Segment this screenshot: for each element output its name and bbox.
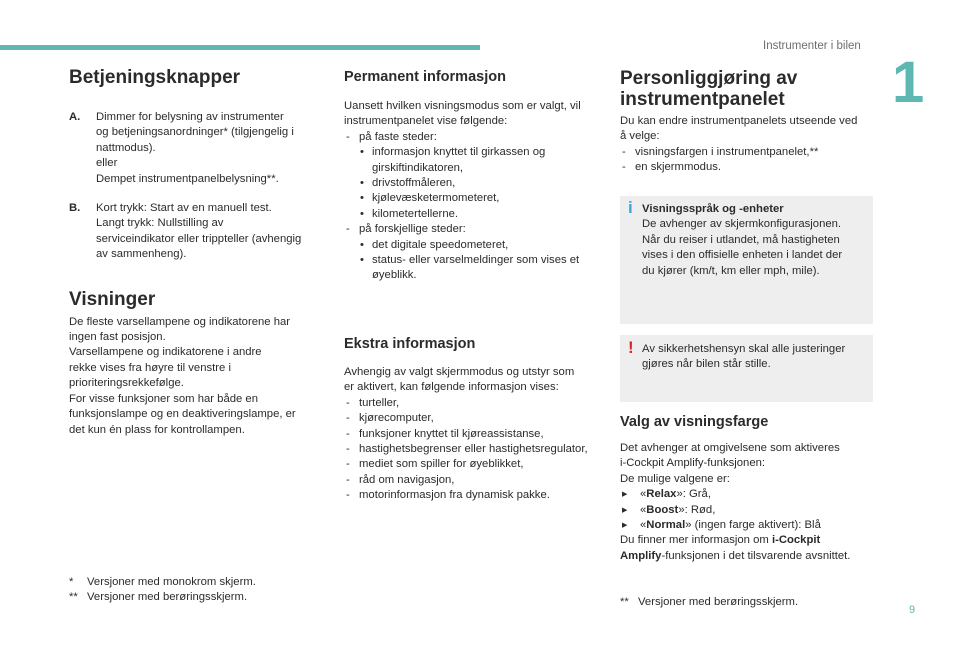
- valg-intro: [620, 441, 882, 487]
- column-3: [620, 68, 880, 176]
- color-desc: »: Rød,: [678, 503, 716, 516]
- color-option: [620, 503, 882, 518]
- footnote: [620, 595, 882, 610]
- more-info-line-2: [620, 549, 882, 564]
- heading-visninger: Visninger: [69, 288, 156, 310]
- text-span: Amplify: [620, 549, 662, 562]
- text-line: prioriteringsrekkefølge.: [69, 377, 184, 390]
- list-item: • det digitale speedometeret,: [359, 238, 606, 253]
- chapter-number: 1: [892, 50, 925, 115]
- list-item: - mediet som spiller for øyeblikket,: [344, 457, 606, 472]
- text-line: Langt trykk: Nullstilling av: [96, 217, 224, 230]
- text-line: Avhengig av valgt skjermmodus og utstyr som: [344, 365, 575, 378]
- text-line: er aktivert, kan følgende informasjon vises:: [344, 381, 559, 394]
- faste-sublist: [344, 145, 606, 222]
- heading-ekstra-informasjon: Ekstra informasjon: [344, 335, 476, 352]
- text-line: rekke vises fra høyre til venstre i: [69, 361, 231, 374]
- visninger-paragraph: [69, 315, 321, 438]
- color-name: Boost: [646, 503, 679, 516]
- column-2: [344, 69, 606, 504]
- list-item: - turteller,: [344, 396, 606, 411]
- item-b-label: B.: [69, 202, 81, 215]
- permanent-list: [344, 130, 606, 284]
- heading-line: Personliggjøring av: [620, 68, 798, 89]
- quote-open: «: [640, 519, 647, 532]
- info-box-text: [642, 202, 859, 279]
- header-accent-bar: [0, 45, 480, 50]
- permanent-intro: [344, 99, 606, 130]
- color-name: Relax: [646, 488, 677, 501]
- heading-betjeningsknapper: Betjeningsknapper: [69, 67, 241, 88]
- text-line: Når du reiser i utlandet, må hastigheten: [642, 233, 840, 246]
- text-line: Det avhenger at omgivelsene som aktiveres: [620, 442, 840, 454]
- color-name: Normal: [646, 519, 686, 532]
- list-item: [344, 130, 606, 222]
- text-line: De fleste varsellampene og indikatorene har: [69, 315, 291, 328]
- list-item: - motorinformasjon fra dynamisk pakke.: [344, 488, 606, 503]
- list-item: • drivstoffmåleren,: [359, 176, 606, 191]
- item-a-text: [96, 110, 294, 187]
- list-item-text: på forskjellige steder:: [359, 223, 466, 236]
- text-line: instrumentpanelet vise følgende:: [344, 115, 508, 128]
- item-a: [69, 110, 321, 187]
- text-line: Kort trykk: Start av en manuell test.: [96, 202, 272, 215]
- quote-open: «: [640, 488, 647, 501]
- page-number: 9: [909, 604, 916, 616]
- footnote-text: Versjoner med monokrom skjerm.: [87, 576, 256, 588]
- text-line: nattmodus).: [96, 141, 156, 154]
- text-span: -funksjonen i det tilsvarende avsnittet.: [661, 549, 851, 562]
- list-item: - funksjoner knyttet til kjøreassistanse,: [344, 427, 606, 442]
- text-line: Dempet instrumentpanelbelysning**.: [96, 172, 279, 185]
- forskjellige-sublist: [344, 238, 606, 284]
- color-desc: » (ingen farge aktivert): Blå: [685, 519, 821, 532]
- text-line: Av sikkerhetshensyn skal alle justeringer: [642, 343, 846, 355]
- footnotes-col1: [69, 575, 321, 606]
- footnote-mark: **: [620, 596, 629, 608]
- text-line: og betjeningsanordninger* (tilgjengelig i: [96, 126, 294, 139]
- color-option: [620, 518, 882, 533]
- list-item: [344, 222, 606, 284]
- text-line: Uansett hvilken visningsmodus som er valgt, vil: [344, 100, 581, 112]
- text-line: Du kan endre instrumentpanelets utseende ved: [620, 115, 858, 127]
- info-icon: i: [628, 198, 633, 217]
- heading-valg-av-visningsfarge: Valg av visningsfarge: [620, 414, 769, 430]
- extra-intro: [344, 365, 606, 396]
- info-title: Visningsspråk og -enheter: [642, 203, 784, 215]
- personliggjoring-intro: [620, 114, 880, 145]
- text-line: du kjører (km/t, km eller mph, mile).: [642, 264, 820, 277]
- column-1: [69, 67, 321, 438]
- footnote-col3: [620, 595, 882, 610]
- color-options-list: [620, 487, 882, 533]
- text-line: eller: [96, 157, 118, 170]
- info-box: [620, 196, 873, 324]
- quote-open: «: [640, 503, 647, 516]
- list-item-text: på faste steder:: [359, 130, 437, 143]
- text-line: vises i den offisielle enheten i landet der: [642, 249, 843, 262]
- footnote-mark: *: [69, 576, 74, 588]
- list-item: • status- eller varselmeldinger som vises et øyeblikk.: [359, 253, 606, 284]
- item-a-label: A.: [69, 111, 81, 123]
- text-span: Du finner mer informasjon om: [620, 534, 772, 547]
- warning-icon: !: [628, 338, 634, 357]
- list-item: - visningsfargen i instrumentpanelet,**: [620, 145, 880, 160]
- warning-box: [620, 335, 873, 402]
- footnote: [69, 575, 321, 590]
- list-item: - råd om navigasjon,: [344, 473, 606, 488]
- heading-line: instrumentpanelet: [620, 89, 785, 110]
- text-line: funksjonslampe og en deaktiveringslampe, er: [69, 408, 296, 421]
- text-line: For visse funksjoner som har både en: [69, 392, 259, 405]
- list-item: • kilometertellerne.: [359, 207, 606, 222]
- footnote: [69, 590, 321, 605]
- item-b: [69, 201, 321, 263]
- extra-list: [344, 396, 606, 504]
- list-item: - hastighetsbegrenser eller hastighetsregulator,: [344, 442, 606, 457]
- text-line: det kun én plass for kontrollampen.: [69, 423, 245, 436]
- text-line: i-Cockpit Amplify-funksjonen:: [620, 457, 766, 470]
- footnote-mark: **: [69, 591, 78, 604]
- text-span: i-Cockpit: [771, 534, 821, 547]
- item-b-text: [96, 201, 301, 263]
- text-line: å velge:: [620, 130, 660, 143]
- heading-permanent-informasjon: Permanent informasjon: [344, 69, 506, 85]
- list-item: • kjølevæsketermometeret,: [359, 191, 606, 206]
- choices-list: [620, 145, 880, 176]
- text-line: ingen fast posisjon.: [69, 331, 166, 344]
- list-item: - kjørecomputer,: [344, 411, 606, 426]
- text-line: gjøres når bilen står stille.: [642, 358, 771, 371]
- warning-box-text: [642, 342, 859, 373]
- list-item: - en skjermmodus.: [620, 160, 880, 175]
- footnote-text: Versjoner med berøringsskjerm.: [87, 591, 248, 604]
- text-line: av sammenheng).: [96, 248, 187, 261]
- more-info-line-1: [620, 533, 882, 548]
- text-line: Varsellampene og indikatorene i andre: [69, 346, 262, 359]
- text-line: De avhenger av skjermkonfigurasjonen.: [642, 218, 842, 231]
- list-item: • informasjon knyttet til girkassen og girskiftindikatoren,: [359, 145, 606, 176]
- text-line: serviceindikator eller trippteller (avhengig: [96, 232, 302, 245]
- footnote-text: Versjoner med berøringsskjerm.: [638, 596, 799, 608]
- color-desc: »: Grå,: [676, 488, 711, 501]
- text-line: De mulige valgene er:: [620, 472, 730, 485]
- text-line: Dimmer for belysning av instrumenter: [96, 111, 284, 123]
- heading-personliggjoring: [620, 68, 880, 110]
- section-header: Instrumenter i bilen: [763, 40, 861, 52]
- valg-section: [620, 414, 882, 564]
- color-option: [620, 487, 882, 502]
